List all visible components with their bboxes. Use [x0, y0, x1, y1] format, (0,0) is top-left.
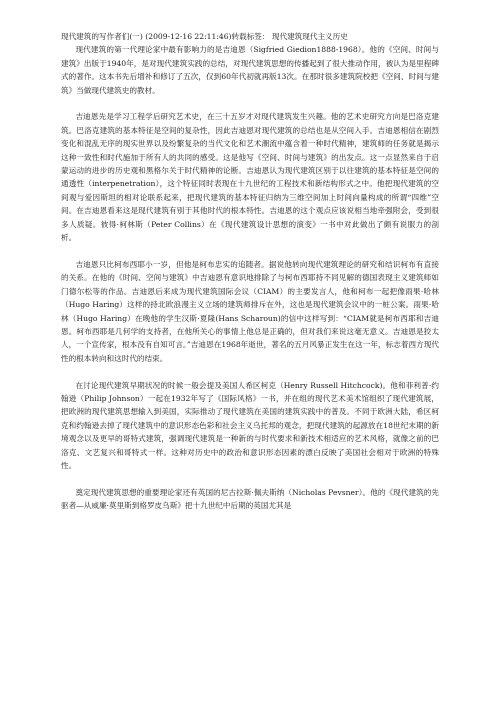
- document-page: [61, 30, 439, 513]
- paragraph-gap: [61, 244, 439, 257]
- article-header: 现代建筑的写作者们(一) (2009-12-16 22:11:46)转载标签： 现代建筑现代主义历史: [61, 32, 348, 41]
- paragraph-giedion-space: 吉迪恩先是学习工程学后研究艺术史，在三十五岁才对现代建筑发生兴趣。他的艺术史研究方向是巴洛克建筑。巴洛克建筑的基本特征是空间的复杂性，因此吉迪恩对现代建筑的总结也是从空间入手。吉迪恩相信在剧烈变化和混乱无序的现实世界以及纷繁复杂的当代文化和艺术潮流中蕴含着一种时代精神，建筑师的任务就是揭示这种一致性和时代施加于所有人的共同的感受。这是他写《空间、时间与建筑》的出发点。这一点显然来自于启蒙运动的进步的历史观和黑格尔关于时代精神的论断。吉迪恩认为现代建筑区别于以往建筑的基本特征是空间的通透性（interpenetration），这个特征同时表现在十九世纪的工程技术和新结构形式之中。他把现代建筑的空间观与爱因斯坦的相对论联系起来，把现代建筑的基本特征归纳为三维空间加上时间向量构成的所谓“四维”空间。在吉迪恩看来这是现代建筑有别于其他时代的根本特性。吉迪恩的这个观点应该说相当地牵强附会，受到很多人质疑。彼得·柯林斯（Peter Collins）在《现代建筑设计思想的演变》一书中对此做出了颇有说服力的剖析。: [61, 112, 439, 243]
- paragraph-gap: [61, 472, 439, 485]
- paragraph-giedion-intro: 现代建筑的第一代理论家中最有影响力的是吉迪恩（Sigfried Giedion1888-1968）。他的《空间、时间与建筑》出版于1940年，是对现代建筑实践的总结，对现代建筑思想的传播起到了很大推动作用，被认为是里程碑式的著作。这本书先后增补和修订了五次，仅到60年代初就再版13次。在那时很多建筑院校把《空间、时间与建筑》当做现代建筑史的教材。: [61, 45, 439, 95]
- paragraph-gap: [61, 365, 439, 378]
- paragraph-hitchcock: 在讨论现代建筑早期状况的时候一般会提及美国人希区柯克（Henry Russell Hitchcock)。他和菲利普·约翰逊（Philip Johnson）一起在1932年写了《国际风格》一书，并在组的现代艺术美术馆组织了现代建筑展，把欧洲的现代建筑思想输入到美国，实际推动了现代建筑在美国的建筑实践中的普及。不同于欧洲大陆，希区柯克和约翰逊去掉了现代建筑中的意识形态色彩和社会主义乌托邦的观念，把现代建筑的起源放在18世纪末期的新境观念以及更早的哥特式建筑，强调现代建筑是一种新的与时代要求和新技术相适应的艺术风格，就像之前的巴洛克、文艺复兴和哥特式一样。这种对历史中的政治和意识形态因素的漂白反映了美国社会相对于欧洲的特殊性。: [61, 380, 439, 470]
- paragraph-giedion-corbusier: 吉迪恩只比柯布西耶小一岁，但他是柯布忠实的追随者。据说他转向现代建筑理论的研究和结识柯布有直接的关系。在他的《时间、空间与建筑》中吉迪恩有意识地排除了与柯布西耶持不同见解的德国表现主义建筑师如门德尔松等的作品。吉迪恩后来成为现代建筑国际会议（CIAM）的主要发言人，他和柯布一起把像雨果·哈林（Hugo Haring）这样的持北欧浪漫主义立场的建筑师排斥在外，这也是现代建筑会议中的一桩公案。雨果·哈林（Hugo Haring）在晚他的学生汉斯·夏隆(Hans Scharoun)的信中这样写到：“CIAM就是柯布西耶和吉迪恩。柯布西耶是几何学的支持者，在他所关心的事情上他总是正确的，但对我们来说这毫无意义。吉迪恩是狡太人，一个宣传家，根本没有自知可言。”吉迪恩在1968年逝世，著名的五月风暴正发生在这一年，标志着西方现代性的根本转向和这时代的结束。: [61, 259, 439, 363]
- paragraph-pevsner: 奠定现代建筑思想的重要理论家还有英国的尼古拉斯·佩夫斯纳（Nicholas Pevsner）。他的《现代建筑的先驱者—从威廉·莫里斯到格罗皮乌斯》把十九世纪中后期的英国尤其是: [61, 487, 439, 511]
- paragraph-gap: [61, 97, 439, 110]
